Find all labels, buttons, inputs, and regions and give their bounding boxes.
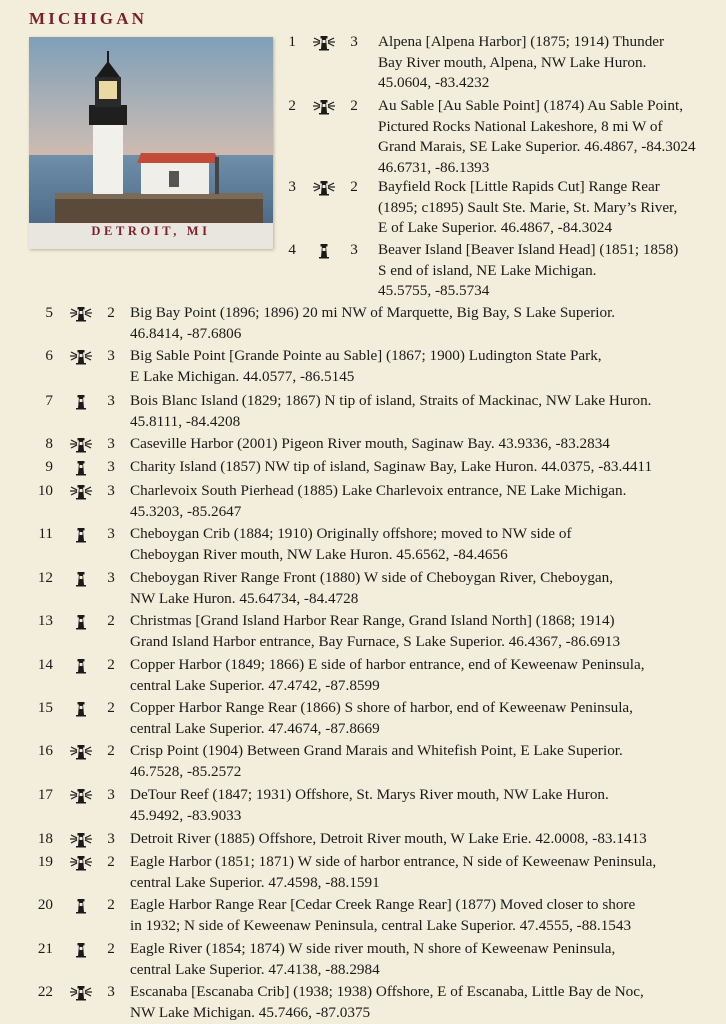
entry-line: Pictured Rocks National Lakeshore, 8 mi W of bbox=[378, 117, 663, 135]
entry-rating: 2 bbox=[107, 742, 115, 759]
entry-line: Eagle River (1854; 1874) W side river mouth, N shore of Keweenaw Peninsula, bbox=[130, 940, 616, 957]
entry-line: 46.7528, -85.2572 bbox=[130, 762, 242, 780]
entry-line: Bois Blanc Island (1829; 1867) N tip of island, Straits of Mackinac, NW Lake Huron. bbox=[130, 392, 652, 409]
entry-line: Charity Island (1857) NW tip of island, Saginaw Bay, Lake Huron. 44.0375, -83.4411 bbox=[130, 458, 653, 475]
entry-line: 46.8414, -87.6806 bbox=[130, 324, 242, 342]
entry-description bbox=[130, 457, 700, 478]
entry-description bbox=[130, 741, 700, 782]
entry-number: 6 bbox=[45, 347, 53, 364]
entry-description bbox=[130, 611, 700, 652]
entry-line: Bay River mouth, Alpena, NW Lake Huron. bbox=[378, 53, 647, 71]
lighthouse-icon bbox=[70, 658, 92, 674]
entry-line: Copper Harbor Range Rear (1866) S shore of harbor, end of Keweenaw Peninsula, bbox=[130, 699, 633, 716]
entry-number: 17 bbox=[37, 786, 53, 803]
entry-line: E Lake Michigan. 44.0577, -86.5145 bbox=[130, 367, 355, 385]
entry-number: 11 bbox=[38, 525, 53, 542]
lighthouse-beam-icon bbox=[313, 99, 335, 115]
photo-caption: DETROIT, MI bbox=[91, 224, 211, 238]
entry-rating: 2 bbox=[350, 178, 358, 195]
lighthouse-icon bbox=[70, 614, 92, 630]
entry-description bbox=[130, 785, 700, 826]
lighthouse-icon bbox=[70, 942, 92, 958]
lighthouse-beam-icon bbox=[313, 35, 335, 51]
entry-line: 45.9492, -83.9033 bbox=[130, 806, 242, 824]
lighthouse-beam-icon bbox=[70, 349, 92, 365]
entry-line: NW Lake Huron. 45.64734, -84.4728 bbox=[130, 589, 359, 607]
entry-rating: 2 bbox=[107, 940, 115, 957]
entry-description bbox=[130, 524, 700, 565]
lighthouse-beam-icon bbox=[70, 832, 92, 848]
entry-rating: 3 bbox=[350, 241, 358, 258]
entry-line: 45.0604, -83.4232 bbox=[378, 74, 490, 91]
entry-description bbox=[130, 655, 700, 696]
entry-line: Eagle Harbor Range Rear [Cedar Creek Range Rear] (1877) Moved closer to shore bbox=[130, 896, 636, 913]
entry-rating: 3 bbox=[107, 392, 115, 409]
entry-rating: 3 bbox=[107, 435, 115, 452]
entry-description bbox=[130, 698, 700, 739]
entry-line: (1895; c1895) Sault Ste. Marie, St. Mary’s River, bbox=[378, 198, 678, 216]
entry-line: S end of island, NE Lake Michigan. bbox=[378, 261, 597, 279]
entry-line: Cheboygan Crib (1884; 1910) Originally offshore; moved to NW side of bbox=[130, 525, 572, 542]
lighthouse-icon bbox=[70, 898, 92, 914]
entry-rating: 2 bbox=[107, 853, 115, 870]
entry-rating: 2 bbox=[107, 656, 115, 673]
lighthouse-photo bbox=[29, 37, 273, 223]
entry-number: 22 bbox=[37, 983, 53, 1000]
entry-number: 18 bbox=[37, 830, 53, 847]
entry-line: central Lake Superior. 47.4674, -87.8669 bbox=[130, 719, 380, 737]
entry-line: 46.6731, -86.1393 bbox=[378, 158, 490, 176]
lighthouse-icon bbox=[70, 460, 92, 476]
entry-line: Bayfield Rock [Little Rapids Cut] Range Rear bbox=[378, 178, 660, 195]
lighthouse-beam-icon bbox=[70, 788, 92, 804]
entry-line: Beaver Island [Beaver Island Head] (1851; 1858) bbox=[378, 241, 679, 258]
entry-rating: 2 bbox=[350, 97, 358, 114]
entry-number: 9 bbox=[45, 458, 53, 475]
lighthouse-icon bbox=[70, 394, 92, 410]
entry-line: central Lake Superior. 47.4598, -88.1591 bbox=[130, 873, 380, 891]
lighthouse-icon bbox=[70, 571, 92, 587]
entry-line: Christmas [Grand Island Harbor Rear Range, Grand Island North] (1868; 1914) bbox=[130, 612, 615, 629]
lighthouse-beam-icon bbox=[70, 437, 92, 453]
entry-rating: 3 bbox=[107, 786, 115, 803]
entry-rating: 3 bbox=[107, 525, 115, 542]
entry-line: Big Sable Point [Grande Pointe au Sable] (1867; 1900) Ludington State Park, bbox=[130, 347, 602, 364]
entry-line: Copper Harbor (1849; 1866) E side of harbor entrance, end of Keweenaw Peninsula, bbox=[130, 656, 645, 673]
entry-number: 13 bbox=[37, 612, 53, 629]
entry-line: DeTour Reef (1847; 1931) Offshore, St. Marys River mouth, NW Lake Huron. bbox=[130, 786, 609, 803]
state-title: MICHIGAN bbox=[29, 9, 148, 28]
entry-line: 45.8111, -84.4208 bbox=[130, 412, 241, 430]
entry-description bbox=[378, 240, 708, 302]
entry-description bbox=[378, 32, 708, 94]
entry-line: Big Bay Point (1896; 1896) 20 mi NW of Marquette, Big Bay, S Lake Superior. bbox=[130, 304, 616, 321]
entry-number: 5 bbox=[45, 304, 53, 321]
entry-line: Charlevoix South Pierhead (1885) Lake Charlevoix entrance, NE Lake Michigan. bbox=[130, 482, 627, 499]
lighthouse-photo-card bbox=[29, 37, 273, 249]
entry-description bbox=[378, 96, 708, 178]
entry-line: NW Lake Michigan. 45.7466, -87.0375 bbox=[130, 1003, 371, 1021]
entry-number: 10 bbox=[37, 482, 53, 499]
entry-description bbox=[378, 177, 708, 239]
entry-rating: 2 bbox=[107, 612, 115, 629]
entry-number: 1 bbox=[288, 33, 296, 50]
lighthouse-icon bbox=[70, 701, 92, 717]
entry-description bbox=[130, 982, 700, 1023]
lighthouse-icon bbox=[70, 527, 92, 543]
entry-rating: 3 bbox=[107, 482, 115, 499]
lighthouse-beam-icon bbox=[70, 306, 92, 322]
entry-line: 45.5755, -85.5734 bbox=[378, 282, 490, 299]
entry-rating: 2 bbox=[107, 304, 115, 321]
entry-number: 7 bbox=[45, 392, 53, 409]
entry-rating: 3 bbox=[107, 569, 115, 586]
entry-line: Crisp Point (1904) Between Grand Marais and Whitefish Point, E Lake Superior. bbox=[130, 742, 623, 759]
entry-line: Grand Island Harbor entrance, Bay Furnace, S Lake Superior. 46.4367, -86.6913 bbox=[130, 632, 621, 650]
entry-line: E of Lake Superior. 46.4867, -84.3024 bbox=[378, 219, 613, 236]
entry-number: 12 bbox=[37, 569, 53, 586]
entry-line: central Lake Superior. 47.4742, -87.8599 bbox=[130, 676, 380, 694]
lighthouse-beam-icon bbox=[70, 744, 92, 760]
entry-line: in 1932; N side of Keweenaw Peninsula, central Lake Superior. 47.4555, -88.1543 bbox=[130, 916, 632, 934]
entry-description bbox=[130, 391, 700, 432]
entry-line: Cheboygan River mouth, NW Lake Huron. 45.6562, -84.4656 bbox=[130, 545, 508, 563]
entry-number: 8 bbox=[45, 435, 53, 452]
entry-number: 19 bbox=[37, 853, 53, 870]
entry-rating: 2 bbox=[107, 699, 115, 716]
entry-description bbox=[130, 852, 700, 893]
entry-number: 21 bbox=[37, 940, 53, 957]
entry-description bbox=[130, 895, 700, 936]
lighthouse-beam-icon bbox=[313, 180, 335, 196]
entry-number: 14 bbox=[37, 656, 53, 673]
entry-description bbox=[130, 939, 700, 980]
entry-line: Cheboygan River Range Front (1880) W side of Cheboygan River, Cheboygan, bbox=[130, 569, 614, 586]
entry-number: 3 bbox=[288, 178, 296, 195]
entry-description bbox=[130, 568, 700, 609]
entry-number: 16 bbox=[37, 742, 53, 759]
entry-number: 4 bbox=[288, 241, 296, 258]
lighthouse-beam-icon bbox=[70, 484, 92, 500]
lighthouse-beam-icon bbox=[70, 855, 92, 871]
entry-number: 20 bbox=[37, 896, 53, 913]
entry-description bbox=[130, 303, 700, 344]
entry-line: Eagle Harbor (1851; 1871) W side of harbor entrance, N side of Keweenaw Peninsula, bbox=[130, 853, 657, 870]
entry-line: Escanaba [Escanaba Crib] (1938; 1938) Offshore, E of Escanaba, Little Bay de Noc, bbox=[130, 983, 644, 1000]
entry-rating: 2 bbox=[107, 896, 115, 913]
lighthouse-icon bbox=[313, 243, 335, 259]
entry-description bbox=[130, 481, 700, 522]
entry-number: 15 bbox=[37, 699, 53, 716]
entry-rating: 3 bbox=[350, 33, 358, 50]
entry-line: Caseville Harbor (2001) Pigeon River mouth, Saginaw Bay. 43.9336, -83.2834 bbox=[130, 435, 610, 452]
entry-rating: 3 bbox=[107, 830, 115, 847]
entry-rating: 3 bbox=[107, 347, 115, 364]
entry-description bbox=[130, 829, 700, 850]
entry-line: Au Sable [Au Sable Point] (1874) Au Sable Point, bbox=[378, 97, 683, 114]
entry-rating: 3 bbox=[107, 458, 115, 475]
entry-line: Alpena [Alpena Harbor] (1875; 1914) Thunder bbox=[378, 33, 665, 50]
entry-line: central Lake Superior. 47.4138, -88.2984 bbox=[130, 960, 380, 978]
lighthouse-beam-icon bbox=[70, 985, 92, 1001]
entry-line: Detroit River (1885) Offshore, Detroit River mouth, W Lake Erie. 42.0008, -83.1413 bbox=[130, 830, 647, 847]
entry-number: 2 bbox=[288, 97, 296, 114]
entry-description bbox=[130, 346, 700, 387]
entry-description bbox=[130, 434, 700, 455]
entry-rating: 3 bbox=[107, 983, 115, 1000]
entry-line: 45.3203, -85.2647 bbox=[130, 502, 242, 520]
entry-line: Grand Marais, SE Lake Superior. 46.4867, -84.3024 bbox=[378, 138, 696, 155]
